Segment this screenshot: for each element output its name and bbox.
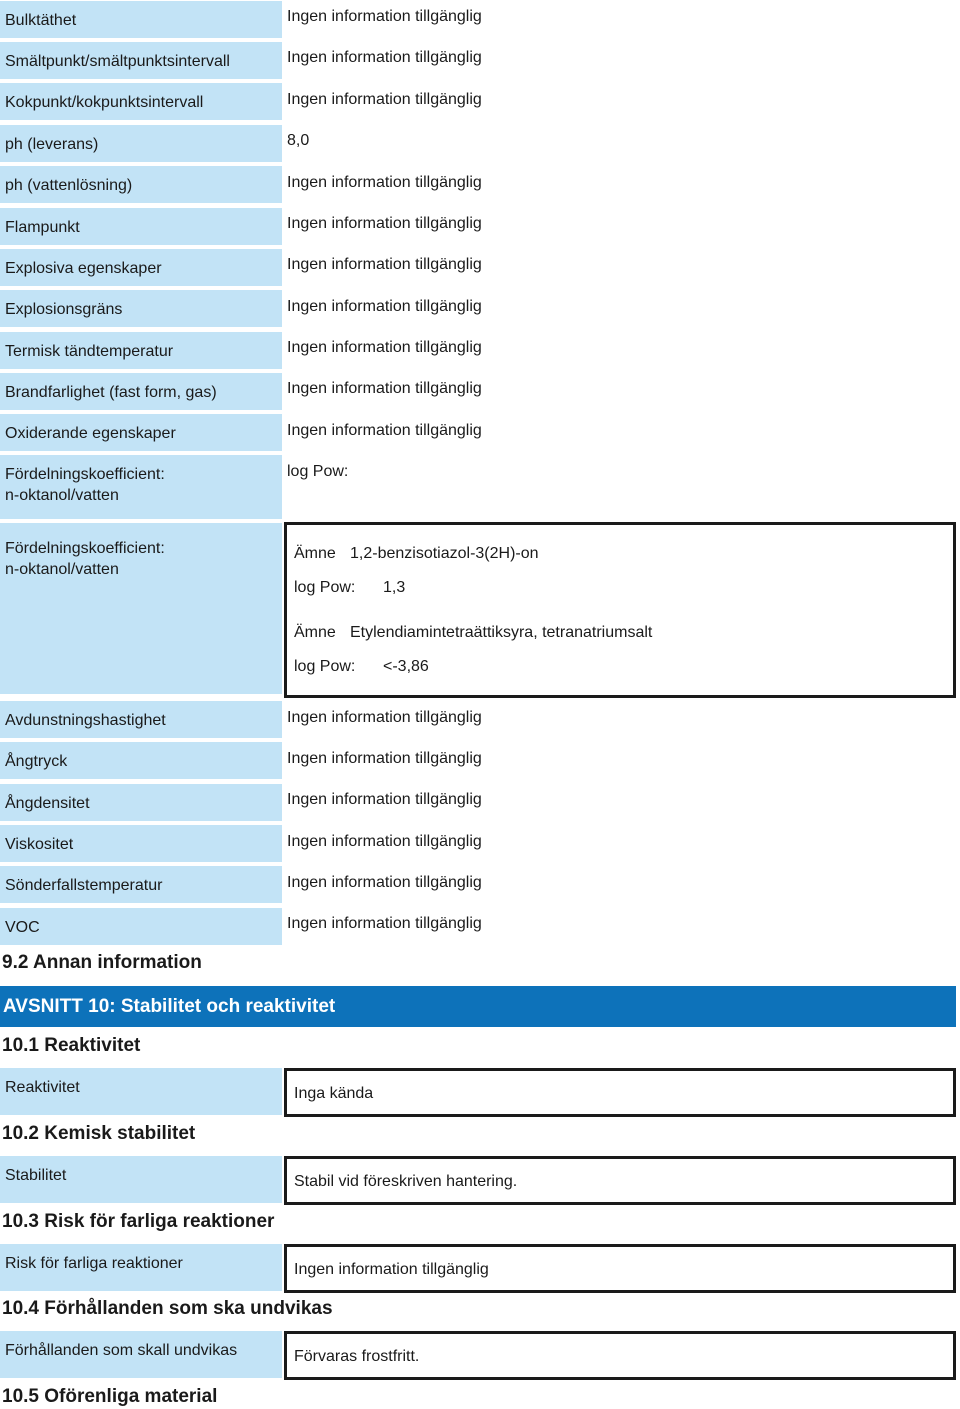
substance-name: Etylendiamintetraättiksyra, tetranatriumsalt xyxy=(350,624,653,641)
partition-value: log Pow: xyxy=(287,463,349,480)
row-label: Avdunstningshastighet xyxy=(0,701,282,738)
row-value: Ingen information tillgänglig xyxy=(287,339,482,356)
row-label: Stabilitet xyxy=(0,1156,282,1203)
box-value: Inga kända xyxy=(294,1085,374,1102)
log-pow-value: <-3,86 xyxy=(383,658,429,675)
row-value: Ingen information tillgänglig xyxy=(287,791,482,808)
row-label: Oxiderande egenskaper xyxy=(0,414,282,451)
row-value: Ingen information tillgänglig xyxy=(287,833,482,850)
partition-label-line2: n-oktanol/vatten xyxy=(5,487,119,504)
row-value: Ingen information tillgänglig xyxy=(287,422,482,439)
log-pow-label: log Pow: xyxy=(294,579,356,596)
row-label: Reaktivitet xyxy=(0,1068,282,1115)
row-label: Ångdensitet xyxy=(0,784,282,821)
row-label: Ångtryck xyxy=(0,742,282,779)
row-value: Ingen information tillgänglig xyxy=(287,174,482,191)
heading-10-5: 10.5 Oförenliga material xyxy=(2,1386,218,1407)
value-box xyxy=(284,1068,956,1117)
row-value: Ingen information tillgänglig xyxy=(287,750,482,767)
row-label: Bulktäthet xyxy=(0,1,282,38)
row-label: Kokpunkt/kokpunktsintervall xyxy=(0,83,282,120)
row-label: Smältpunkt/smältpunktsintervall xyxy=(0,42,282,79)
row-value: 8,0 xyxy=(287,132,310,149)
row-value: Ingen information tillgänglig xyxy=(287,8,482,25)
partition-label xyxy=(0,455,282,519)
row-value: Ingen information tillgänglig xyxy=(287,256,482,273)
row-label: Förhållanden som skall undvikas xyxy=(0,1331,282,1378)
section-banner: AVSNITT 10: Stabilitet och reaktivitet xyxy=(0,986,956,1027)
row-label: Termisk tändtemperatur xyxy=(0,332,282,369)
substance-label: Ämne xyxy=(294,624,336,641)
row-label: Explosiva egenskaper xyxy=(0,249,282,286)
row-value: Ingen information tillgänglig xyxy=(287,215,482,232)
partition-label-line1: Fördelningskoefficient: xyxy=(5,466,165,483)
value-box xyxy=(284,1156,956,1205)
row-label: Explosionsgräns xyxy=(0,290,282,327)
row-value: Ingen information tillgänglig xyxy=(287,91,482,108)
row-label: ph (vattenlösning) xyxy=(0,166,282,203)
partition-label-line1: Fördelningskoefficient: xyxy=(5,540,165,557)
row-value: Ingen information tillgänglig xyxy=(287,49,482,66)
row-label: Brandfarlighet (fast form, gas) xyxy=(0,373,282,410)
box-value: Ingen information tillgänglig xyxy=(294,1261,489,1278)
log-pow-label: log Pow: xyxy=(294,658,356,675)
row-label: Flampunkt xyxy=(0,208,282,245)
row-label: Risk för farliga reaktioner xyxy=(0,1244,282,1291)
partition-label-line2: n-oktanol/vatten xyxy=(5,561,119,578)
heading-10-1: 10.1 Reaktivitet xyxy=(2,1035,141,1056)
row-value: Ingen information tillgänglig xyxy=(287,915,482,932)
partition-label xyxy=(0,523,282,694)
heading-10-2: 10.2 Kemisk stabilitet xyxy=(2,1123,196,1144)
value-box xyxy=(284,1331,956,1380)
box-value: Förvaras frostfritt. xyxy=(294,1348,420,1365)
substance-box xyxy=(284,522,956,698)
log-pow-value: 1,3 xyxy=(383,579,406,596)
heading-9-2: 9.2 Annan information xyxy=(2,952,202,973)
substance-label: Ämne xyxy=(294,545,336,562)
row-value: Ingen information tillgänglig xyxy=(287,380,482,397)
box-value: Stabil vid föreskriven hantering. xyxy=(294,1173,518,1190)
row-label: ph (leverans) xyxy=(0,125,282,162)
row-value: Ingen information tillgänglig xyxy=(287,298,482,315)
heading-10-3: 10.3 Risk för farliga reaktioner xyxy=(2,1211,275,1232)
heading-10-4: 10.4 Förhållanden som ska undvikas xyxy=(2,1298,333,1319)
row-value: Ingen information tillgänglig xyxy=(287,874,482,891)
row-label: Viskositet xyxy=(0,825,282,862)
row-value: Ingen information tillgänglig xyxy=(287,709,482,726)
row-label: VOC xyxy=(0,908,282,945)
row-label: Sönderfallstemperatur xyxy=(0,866,282,903)
substance-name: 1,2-benzisotiazol-3(2H)-on xyxy=(350,545,539,562)
value-box xyxy=(284,1244,956,1293)
